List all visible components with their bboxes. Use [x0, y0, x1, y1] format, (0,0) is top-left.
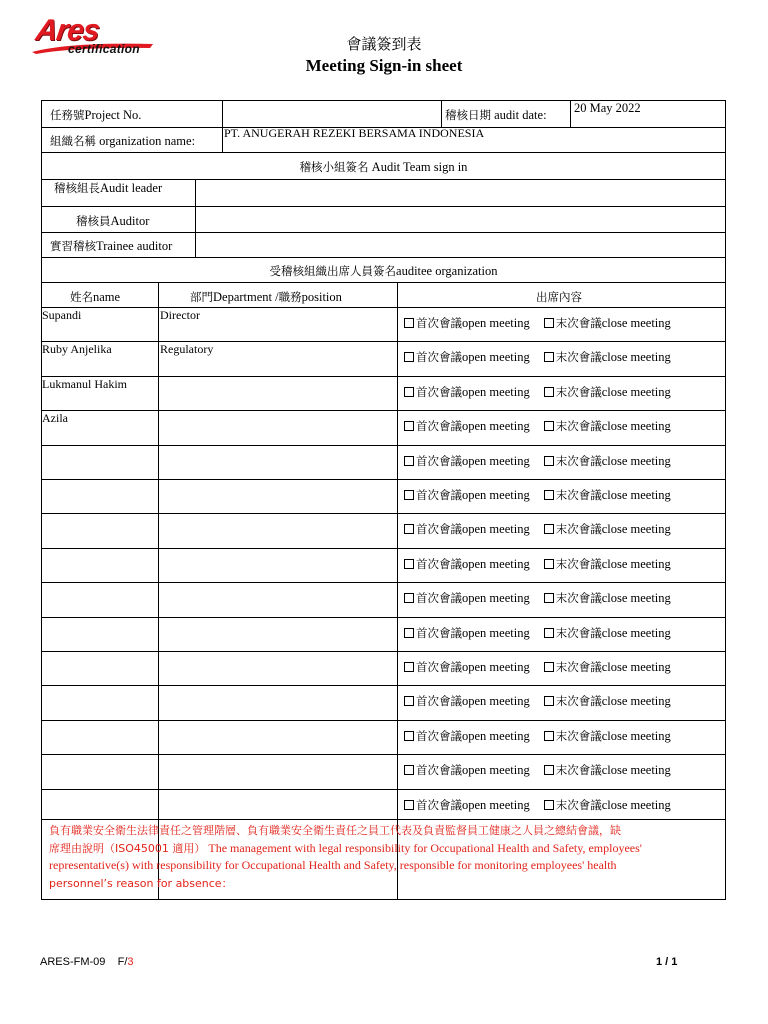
organization-name-value[interactable]: PT. ANUGERAH REZEKI BERSAMA INDONESIA — [224, 126, 485, 140]
checkbox-icon — [544, 352, 554, 362]
open-meeting-checkbox[interactable]: 首次會議open meeting — [404, 488, 530, 502]
attendance-options — [404, 591, 671, 605]
checkbox-icon — [404, 352, 414, 362]
attendance-options — [404, 316, 671, 330]
attendance-options — [404, 626, 671, 640]
audit-date-value[interactable]: 20 May 2022 — [574, 101, 641, 115]
page-number: 1 / 1 — [656, 956, 678, 968]
checkbox-icon — [404, 662, 414, 672]
checkbox-icon — [404, 387, 414, 397]
attendance-options — [404, 694, 671, 708]
close-meeting-checkbox[interactable]: 末次會議close meeting — [544, 660, 671, 674]
checkbox-icon — [404, 456, 414, 466]
checkbox-icon — [404, 765, 414, 775]
open-meeting-checkbox[interactable]: 首次會議open meeting — [404, 557, 530, 571]
open-meeting-checkbox[interactable]: 首次會議open meeting — [404, 522, 530, 536]
checkbox-icon — [544, 387, 554, 397]
close-meeting-checkbox[interactable]: 末次會議close meeting — [544, 419, 671, 433]
checkbox-icon — [544, 696, 554, 706]
checkbox-icon — [544, 662, 554, 672]
close-meeting-checkbox[interactable]: 末次會議close meeting — [544, 316, 671, 330]
checkbox-icon — [544, 524, 554, 534]
checkbox-icon — [544, 800, 554, 810]
close-meeting-checkbox[interactable]: 末次會議close meeting — [544, 763, 671, 777]
form-code: ARES-FM-09 F/3 — [40, 956, 134, 968]
column-name-header: 姓名name — [70, 290, 121, 304]
note-line3: representative(s) with responsibility for Occupational Health and Safety, responsible for monitoring employees' health — [49, 858, 617, 872]
checkbox-icon — [544, 559, 554, 569]
close-meeting-checkbox[interactable]: 末次會議close meeting — [544, 522, 671, 536]
attendee-name[interactable]: Lukmanul Hakim — [42, 376, 127, 391]
auditee-heading: 受稽核組織出席人員簽名auditee organization — [269, 264, 498, 278]
close-meeting-checkbox[interactable]: 末次會議close meeting — [544, 626, 671, 640]
audit-team-heading: 稽核小組簽名 Audit Team sign in — [299, 160, 468, 174]
attendance-options — [404, 350, 671, 364]
open-meeting-checkbox[interactable]: 首次會議open meeting — [404, 419, 530, 433]
open-meeting-checkbox[interactable]: 首次會議open meeting — [404, 694, 530, 708]
attendance-options — [404, 798, 671, 812]
trainee-auditor-label: 實習稽核Trainee auditor — [50, 239, 173, 253]
title-english: Meeting Sign-in sheet — [305, 56, 463, 75]
attendance-options — [404, 522, 671, 536]
attendance-options — [404, 488, 671, 502]
sign-in-form — [41, 100, 726, 900]
checkbox-icon — [544, 456, 554, 466]
attendance-options — [404, 763, 671, 777]
checkbox-icon — [404, 696, 414, 706]
close-meeting-checkbox[interactable]: 末次會議close meeting — [544, 454, 671, 468]
checkbox-icon — [404, 593, 414, 603]
attendance-options — [404, 557, 671, 571]
close-meeting-checkbox[interactable]: 末次會議close meeting — [544, 557, 671, 571]
open-meeting-checkbox[interactable]: 首次會議open meeting — [404, 763, 530, 777]
checkbox-icon — [404, 800, 414, 810]
column-attendance-header: 出席內容 — [536, 290, 582, 304]
open-meeting-checkbox[interactable]: 首次會議open meeting — [404, 316, 530, 330]
checkbox-icon — [404, 318, 414, 328]
checkbox-icon — [404, 628, 414, 638]
open-meeting-checkbox[interactable]: 首次會議open meeting — [404, 798, 530, 812]
organization-name-label: 組織名稱 organization name: — [50, 134, 196, 148]
close-meeting-checkbox[interactable]: 末次會議close meeting — [544, 798, 671, 812]
open-meeting-checkbox[interactable]: 首次會議open meeting — [404, 350, 530, 364]
checkbox-icon — [544, 421, 554, 431]
close-meeting-checkbox[interactable]: 末次會議close meeting — [544, 694, 671, 708]
attendance-options — [404, 729, 671, 743]
checkbox-icon — [544, 318, 554, 328]
column-department-header: 部門Department /職務position — [190, 290, 342, 304]
note-line2-english: The management with legal responsibility for Occupational Health and Safety, employees' — [205, 840, 642, 855]
attendance-options — [404, 454, 671, 468]
attendance-options — [404, 660, 671, 674]
close-meeting-checkbox[interactable]: 末次會議close meeting — [544, 385, 671, 399]
attendee-name[interactable]: Ruby Anjelika — [42, 342, 112, 357]
checkbox-icon — [544, 628, 554, 638]
checkbox-icon — [544, 765, 554, 775]
attendance-options — [404, 385, 671, 399]
open-meeting-checkbox[interactable]: 首次會議open meeting — [404, 626, 530, 640]
auditor-label: 稽核員Auditor — [76, 214, 150, 228]
open-meeting-checkbox[interactable]: 首次會議open meeting — [404, 660, 530, 674]
close-meeting-checkbox[interactable]: 末次會議close meeting — [544, 350, 671, 364]
absence-reason-note — [49, 822, 721, 892]
note-line2-chinese: 席理由說明（ISO45001 適用） — [49, 841, 206, 855]
attendance-options — [404, 419, 671, 433]
open-meeting-checkbox[interactable]: 首次會議open meeting — [404, 729, 530, 743]
checkbox-icon — [404, 731, 414, 741]
project-number-label: 任務號Project No. — [50, 108, 142, 122]
checkbox-icon — [404, 524, 414, 534]
attendee-department[interactable]: Director — [160, 308, 200, 322]
attendee-name[interactable]: Supandi — [42, 308, 82, 322]
close-meeting-checkbox[interactable]: 末次會議close meeting — [544, 729, 671, 743]
checkbox-icon — [404, 559, 414, 569]
title-chinese: 會議簽到表 — [346, 35, 422, 53]
open-meeting-checkbox[interactable]: 首次會議open meeting — [404, 591, 530, 605]
close-meeting-checkbox[interactable]: 末次會議close meeting — [544, 591, 671, 605]
open-meeting-checkbox[interactable]: 首次會議open meeting — [404, 454, 530, 468]
note-line4: personnel’s reason for absence： — [49, 876, 233, 890]
checkbox-icon — [544, 490, 554, 500]
attendee-name[interactable]: Azila — [42, 411, 68, 426]
audit-date-label: 稽核日期 audit date: — [445, 108, 547, 122]
note-line1: 負有職業安全衛生法律責任之管理階層、負有職業安全衛生責任之員工代表及負責監督員工健康之人員之總結會議，缺 — [49, 824, 621, 837]
attendee-department[interactable]: Regulatory — [160, 342, 214, 357]
checkbox-icon — [404, 490, 414, 500]
checkbox-icon — [404, 421, 414, 431]
audit-leader-label: 稽核組長Audit leader — [54, 181, 163, 195]
logo-subtitle: certification — [68, 42, 140, 56]
close-meeting-checkbox[interactable]: 末次會議close meeting — [544, 488, 671, 502]
logo-wordmark: Ares — [33, 14, 102, 47]
checkbox-icon — [544, 593, 554, 603]
checkbox-icon — [544, 731, 554, 741]
open-meeting-checkbox[interactable]: 首次會議open meeting — [404, 385, 530, 399]
